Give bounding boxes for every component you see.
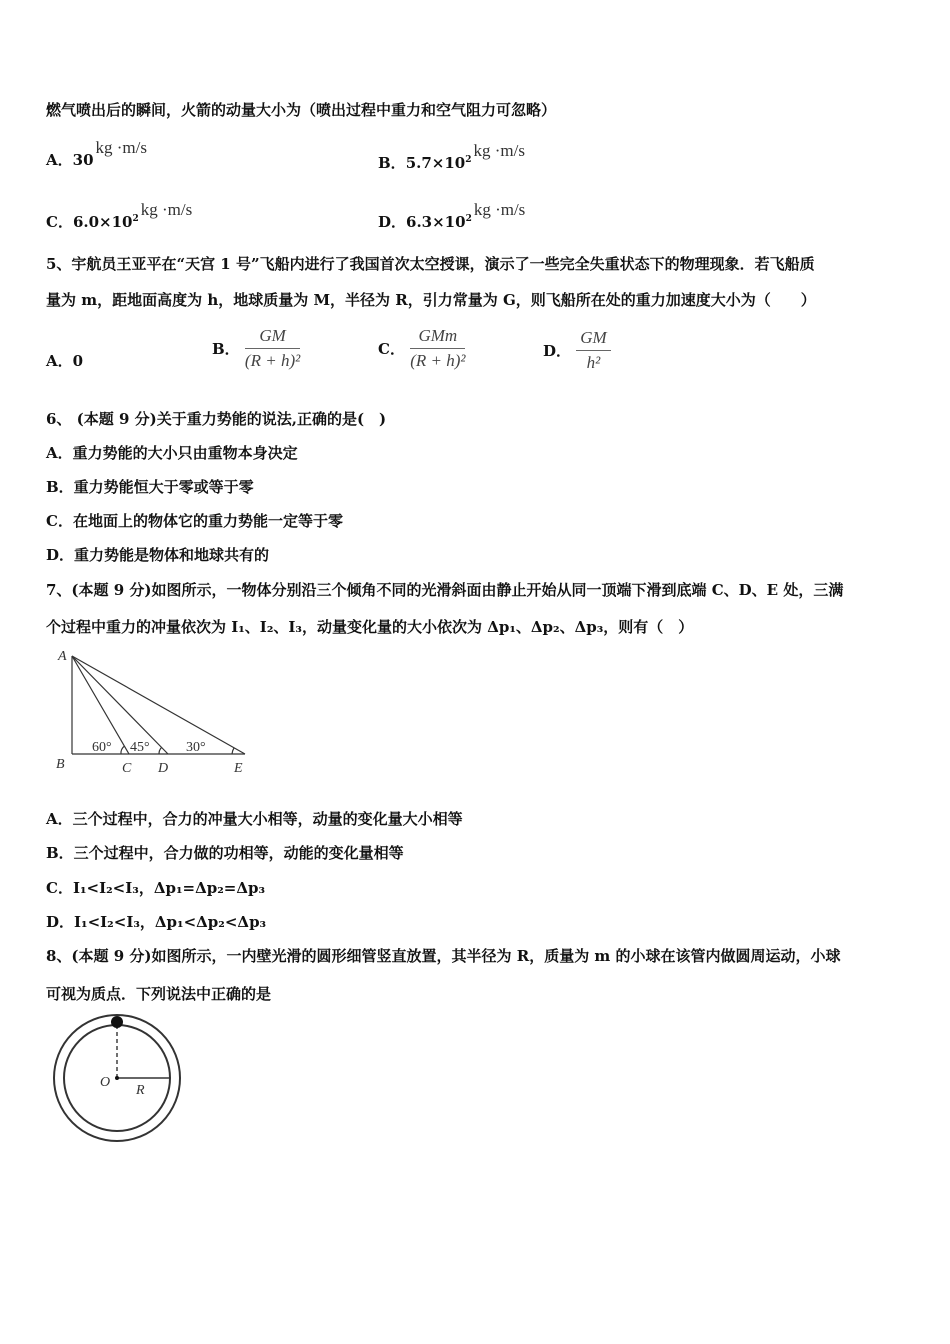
q7-stem-line1: 7、(本题 9 分)如图所示，一物体分别沿三个倾角不同的光滑斜面由静止开始从同一顶端下滑到底端 C、D、E 处，三满: [46, 581, 844, 599]
q7-option-a: A．三个过程中，合力的冲量大小相等，动量的变化量大小相等: [46, 810, 463, 828]
circular-tube-diagram: [46, 1010, 186, 1144]
q4-stem-tail: 燃气喷出后的瞬间，火箭的动量大小为（喷出过程中重力和空气阻力可忽略）: [46, 101, 557, 119]
unit-label: kg ·m/s: [473, 141, 525, 160]
q7-option-c: C．I₁<I₂<I₃，Δp₁=Δp₂=Δp₃: [46, 879, 266, 897]
q6-option-c: C．在地面上的物体它的重力势能一定等于零: [46, 512, 343, 530]
angle-arc-d: [159, 748, 162, 755]
q7-option-d: D．I₁<I₂<I₃，Δp₁<Δp₂<Δp₃: [46, 913, 267, 931]
q5-option-d: D． $\frac{GM}{\text{h²}}$: [543, 328, 611, 373]
q4-option-b: B．$5.7\times 10^2$ kg ·m/s: [378, 141, 525, 172]
small-ball: [111, 1016, 123, 1028]
q4-option-a: A．30kg ·m/s: [46, 138, 147, 169]
q6-option-d: D．重力势能是物体和地球共有的: [46, 546, 270, 564]
center-label-o: O: [100, 1075, 111, 1090]
incline-diagram: [40, 644, 260, 778]
q4-option-d: D．$6.3\times 10^2$ kg ·m/s: [378, 200, 526, 231]
unit-label: kg ·m/s: [473, 200, 526, 219]
q5-stem-line1: 5、宇航员王亚平在“天宫 1 号”飞船内进行了我国首次太空授课，演示了一些完全失重状态下的物理现象．若飞船质: [46, 255, 815, 273]
q6-stem: 6、 (本题 9 分)关于重力势能的说法,正确的是( ): [46, 410, 387, 428]
q5-stem-line2: 量为 m，距地面高度为 h，地球质量为 M，半径为 R，引力常量为 G，则飞船所在处的重力加速度大小为（ ）: [46, 291, 816, 309]
fraction-gm-over-r-plus-h-squared: $\frac{GM}{\text{(R + h)²}}$: [244, 326, 301, 370]
point-label-d: D: [158, 761, 169, 776]
unit-label: kg ·m/s: [95, 138, 147, 157]
unit-label: kg ·m/s: [140, 200, 193, 219]
q8-stem-line2: 可视为质点．下列说法中正确的是: [46, 985, 272, 1003]
fraction-gmm-over-r-plus-h-squared: $\frac{\text{GMm}}{\text{(R + h)²}}$: [410, 326, 466, 370]
fraction-gm-over-h-squared: $\frac{GM}{\text{h²}}$: [576, 328, 610, 373]
q4-option-c: C．$6.0\times 10^2$ kg ·m/s: [46, 200, 193, 231]
q7-stem-line2: 个过程中重力的冲量依次为 I₁、I₂、I₃，动量变化量的大小依次为 Δp₁、Δp₂、Δp₃，则有（ ）: [46, 618, 694, 636]
point-label-b: B: [56, 757, 65, 772]
q5-option-c: C． $\frac{\text{GMm}}{\text{(R + h)²}}$: [378, 326, 466, 370]
q8-stem-line1: 8、(本题 9 分)如图所示，一内壁光滑的圆形细管竖直放置，其半径为 R，质量为 m 的小球在该管内做圆周运动，小球: [46, 947, 841, 965]
angle-label-60: 60°: [92, 740, 112, 755]
q6-option-a: A．重力势能的大小只由重物本身决定: [46, 444, 298, 462]
angle-arc-e: [232, 748, 234, 754]
angle-arc-c: [121, 746, 125, 754]
point-label-e: E: [234, 761, 243, 776]
point-label-a: A: [58, 649, 67, 664]
q7-option-b: B．三个过程中，合力做的功相等，动能的变化量相等: [46, 844, 404, 862]
radius-label-r: R: [136, 1083, 145, 1098]
center-point: [115, 1076, 119, 1080]
angle-label-30: 30°: [186, 740, 206, 755]
angle-label-45: 45°: [130, 740, 150, 755]
q5-option-b: B． $\frac{GM}{\text{(R + h)²}}$: [212, 326, 301, 370]
point-label-c: C: [122, 761, 132, 776]
q5-option-a: A．0: [46, 352, 84, 370]
q6-option-b: B．重力势能恒大于零或等于零: [46, 478, 254, 496]
